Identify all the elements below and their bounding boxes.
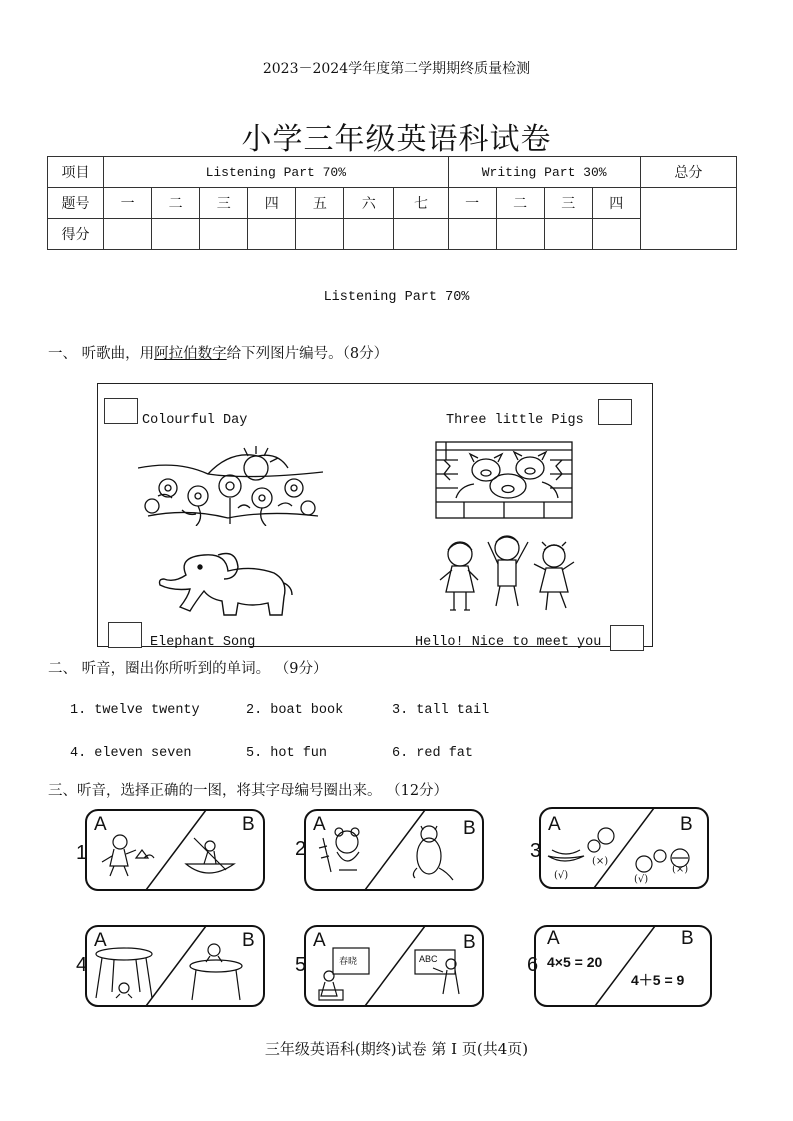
score-cell[interactable] (344, 219, 394, 250)
qnum-cell: 三 (200, 188, 248, 219)
score-cell[interactable] (592, 219, 640, 250)
label-b[interactable]: B (463, 818, 476, 839)
label-a[interactable]: A (94, 930, 107, 951)
col-item: 项目 (48, 157, 104, 188)
qnum-cell: 七 (394, 188, 448, 219)
word-pair-4[interactable]: 4. eleven seven (70, 746, 192, 761)
card-number: 1 (76, 842, 88, 864)
qnum-cell: 三 (544, 188, 592, 219)
qnum-cell: 一 (104, 188, 152, 219)
listening-part-header: Listening Part 70% (104, 157, 448, 188)
label-a[interactable]: A (548, 814, 561, 835)
mark-correct: (√) (554, 870, 569, 881)
score-table (47, 156, 737, 250)
equation-a: 4×5 = 20 (547, 954, 603, 970)
card-number: 5 (295, 954, 307, 976)
number-box-three-little-pigs[interactable] (598, 399, 632, 425)
score-cell[interactable] (448, 219, 496, 250)
pigs-picture (434, 440, 574, 520)
qnum-cell: 四 (592, 188, 640, 219)
label-b[interactable]: B (242, 930, 255, 951)
total-header: 总分 (640, 157, 736, 188)
choice-card-5 (295, 924, 485, 1008)
card-number: 4 (76, 954, 88, 976)
mark-wrong: (×) (592, 856, 609, 867)
choice-card-6 (527, 924, 715, 1008)
page-footer: 三年级英语科(期终)试卷 第 I 页(共4页) (264, 1040, 529, 1058)
song-label-three-little-pigs: Three little Pigs (446, 413, 584, 428)
label-b[interactable]: B (681, 928, 694, 949)
section-1-prefix: 一、 听歌曲，用 (48, 346, 155, 362)
choice-card-4 (76, 924, 266, 1008)
blackboard-text-b: ABC (419, 954, 438, 964)
score-cell[interactable] (496, 219, 544, 250)
section-1-underlined: 阿拉伯数字 (154, 346, 227, 362)
mark-correct: (√) (634, 874, 649, 885)
song-label-colourful-day: Colourful Day (142, 413, 248, 428)
choice-card-2 (295, 808, 485, 892)
label-b[interactable]: B (242, 814, 255, 835)
score-cell[interactable] (152, 219, 200, 250)
qnum-cell: 二 (152, 188, 200, 219)
label-a[interactable]: A (94, 814, 107, 835)
label-a[interactable]: A (313, 814, 326, 835)
flowers-picture (138, 446, 323, 526)
exam-title: 小学三年级英语科试卷 (241, 122, 552, 157)
song-label-hello: Hello! Nice to meet you (415, 635, 602, 650)
score-cell[interactable] (394, 219, 448, 250)
qnum-cell: 五 (296, 188, 344, 219)
qnum-cell: 二 (496, 188, 544, 219)
row-score-label: 得分 (48, 219, 104, 250)
blackboard-text-a: 春晓 (339, 957, 358, 967)
word-pair-5[interactable]: 5. hot fun (246, 746, 328, 761)
label-a[interactable]: A (547, 928, 560, 949)
label-a[interactable]: A (313, 930, 326, 951)
section-1-heading (48, 342, 388, 363)
card-number: 6 (527, 954, 539, 976)
section-3-heading: 三、听音，选择正确的一图，将其字母编号圈出来。 （12分） (48, 783, 449, 799)
label-b[interactable]: B (463, 932, 476, 953)
label-b[interactable]: B (680, 814, 693, 835)
number-box-elephant-song[interactable] (108, 622, 142, 648)
elephant-picture (156, 549, 296, 621)
card-number: 2 (295, 838, 307, 860)
qnum-cell: 四 (248, 188, 296, 219)
qnum-cell: 一 (448, 188, 496, 219)
choice-card-1 (76, 808, 266, 892)
word-pair-2[interactable]: 2. boat book (246, 703, 344, 718)
card-number: 3 (530, 840, 542, 862)
word-pair-6[interactable]: 6. red fat (392, 746, 474, 761)
card-frame (84, 924, 266, 1008)
card-frame (303, 808, 485, 892)
mark-wrong: (×) (672, 864, 689, 875)
choice-card-3 (530, 806, 720, 890)
score-cell[interactable] (544, 219, 592, 250)
score-cell[interactable] (296, 219, 344, 250)
number-box-colourful-day[interactable] (104, 398, 138, 424)
number-box-hello[interactable] (610, 625, 644, 651)
word-pair-1[interactable]: 1. twelve twenty (70, 703, 200, 718)
section-2-heading: 二、 听音，圈出你所听到的单词。 （9分） (48, 661, 328, 677)
writing-part-header: Writing Part 30% (448, 157, 640, 188)
song-picture-box (97, 383, 653, 650)
exam-subtitle: 2023－2024学年度第二学期期终质量检测 (262, 61, 531, 77)
word-pair-3[interactable]: 3. tall tail (392, 703, 490, 718)
score-cell[interactable] (248, 219, 296, 250)
equation-b: 4＋5 = 9 (631, 972, 685, 988)
qnum-cell: 六 (344, 188, 394, 219)
total-score-cell[interactable] (640, 188, 736, 250)
song-label-elephant-song: Elephant Song (150, 635, 256, 650)
card-frame (303, 924, 485, 1008)
children-picture (434, 534, 579, 616)
score-cell[interactable] (104, 219, 152, 250)
section-1-suffix: 给下列图片编号。（8分） (226, 346, 389, 362)
score-cell[interactable] (200, 219, 248, 250)
row-qnum-label: 题号 (48, 188, 104, 219)
listening-part-heading: Listening Part 70% (323, 290, 470, 305)
card-frame (84, 808, 266, 892)
